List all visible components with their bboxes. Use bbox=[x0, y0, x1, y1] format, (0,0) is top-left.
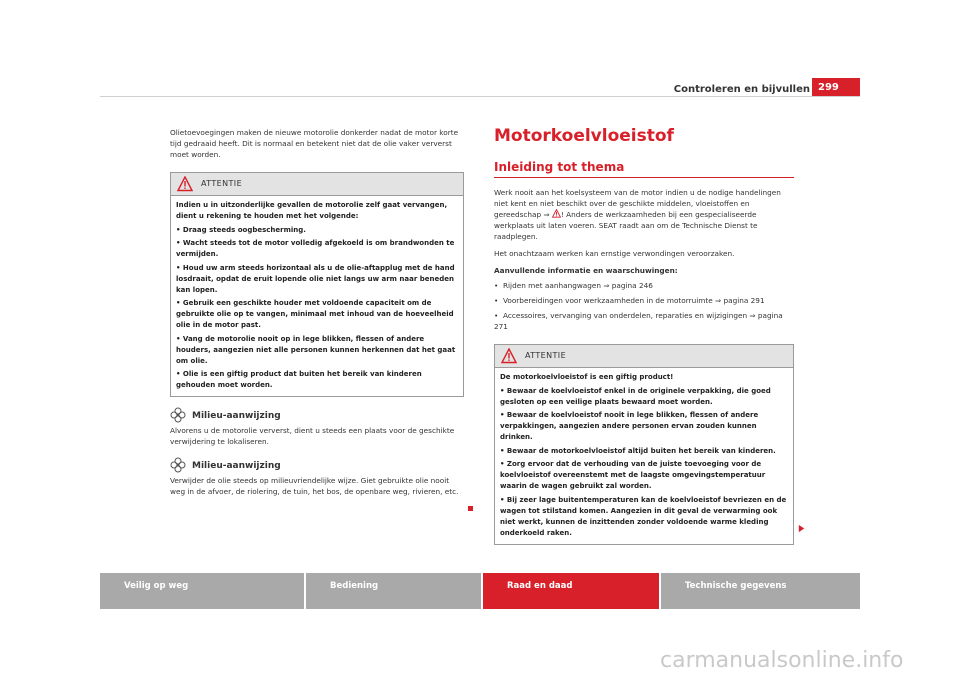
warning-header bbox=[171, 173, 463, 196]
warning-box-coolant bbox=[494, 344, 794, 545]
section-title: Motorkoelvloeistof bbox=[494, 126, 674, 146]
nav-tab-bediening[interactable]: Bediening bbox=[306, 573, 481, 609]
warning-item: • Bewaar de motorkoelvloeistof altijd buiten het bereik van kinderen. bbox=[500, 446, 776, 455]
warning-item: • Olie is een giftig product dat buiten het bereik van kinderen gehouden moet worden. bbox=[176, 370, 422, 389]
env-note-1 bbox=[170, 407, 464, 447]
nav-tab-technische-gegevens[interactable]: Technische gegevens bbox=[661, 573, 860, 609]
env-note-text: Alvorens u de motorolie ververst, dient u steeds een plaats voor de geschikte verwijdering te lokaliseren. bbox=[170, 426, 455, 446]
warning-intro: Indien u in uitzonderlijke gevallen de motorolie zelf gaat vervangen, dient u rekening te houden met het volgende: bbox=[176, 201, 448, 220]
info-heading: Aanvullende informatie en waarschuwingen: bbox=[494, 266, 678, 275]
environment-flower-icon bbox=[170, 407, 186, 423]
env-note-title: Milieu-aanwijzing bbox=[192, 411, 281, 421]
subtitle-underline bbox=[494, 177, 794, 178]
warning-item: • Gebruik een geschikte houder met voldoende capaciteit om de gebruikte olie op te vangen, minimaal met inhoud van de hoeveelheid olie in de motor past. bbox=[176, 299, 454, 329]
warning-box-oil bbox=[170, 172, 464, 397]
page-number: 299 bbox=[812, 78, 860, 97]
left-column bbox=[170, 127, 464, 497]
warning-item: • Zorg ervoor dat de verhouding van de juiste toevoeging voor de koelvloeistof overeenstemt met de laagste omgevingstemperatuur waarin de wagen gebruikt zal worden. bbox=[500, 460, 766, 490]
warning-header bbox=[495, 345, 793, 368]
warning-item: • Bewaar de koelvloeistof enkel in de originele verpakking, die goed gesloten op een veilige plaats bewaard moet worden. bbox=[500, 386, 771, 406]
nav-tab-raad-en-daad[interactable]: Raad en daad bbox=[483, 573, 659, 609]
section-end-marker bbox=[468, 506, 473, 511]
warning-item: • Bewaar de koelvloeistof nooit in lege blikken, flessen of andere verpakkingen, aangezien andere personen ervan zouden kunnen drinken. bbox=[500, 411, 759, 441]
warning-item: • Draag steeds oogbescherming. bbox=[176, 225, 306, 234]
nav-tab-veilig-op-weg[interactable]: Veilig op weg bbox=[100, 573, 304, 609]
warning-triangle-icon bbox=[552, 209, 561, 218]
continue-arrow-icon bbox=[797, 524, 806, 533]
warning-item: • Wacht steeds tot de motor volledig afgekoeld is om brandwonden te vermijden. bbox=[176, 239, 455, 258]
intro-paragraph: Olietoevoegingen maken de nieuwe motorolie donkerder nadat de motor korte tijd gedraaid heeft. Dit is normaal en betekent niet dat de olie vaker ververst moet worden. bbox=[170, 128, 459, 159]
info-item: • Rijden met aanhangwagen ⇒ pagina 246 bbox=[494, 281, 653, 290]
env-note-text: Verwijder de olie steeds op milieuvriendelijke wijze. Giet gebruikte olie nooit weg in de afvoer, de riolering, de tuin, het bos, de openbare weg, rivieren, etc. bbox=[170, 476, 459, 496]
reference-arrow: ⇒ bbox=[543, 210, 550, 219]
warning-triangle-icon bbox=[501, 348, 517, 364]
warning-body bbox=[171, 196, 463, 396]
coolant-paragraph-1: Werk nooit aan het koelsysteem van de motor indien u de nodige handelingen niet kent en niet beschikt over de geschikte middelen, vloeistoffen en gereedschap ⇒ ! Anders de werkzaamheden bij een gespecialiseerde werkplaats uit laten voeren. SEAT raadt aan om de Technische Dienst te raadplegen. bbox=[494, 188, 781, 241]
warning-intro: De motorkoelvloeistof is een giftig product! bbox=[500, 373, 674, 381]
warning-body bbox=[495, 368, 793, 544]
info-item: • Accessoires, vervanging van onderdelen, reparaties en wijzigingen ⇒ pagina 271 bbox=[494, 311, 783, 331]
warning-item: • Vang de motorolie nooit op in lege blikken, flessen of andere houders, aangezien niet alle personen kunnen herkennen dat het gaat om olie. bbox=[176, 334, 456, 365]
env-note-title: Milieu-aanwijzing bbox=[192, 461, 281, 471]
warning-triangle-icon bbox=[177, 176, 193, 192]
warning-title: ATTENTIE bbox=[525, 351, 567, 360]
section-subtitle: Inleiding tot thema bbox=[494, 160, 625, 174]
coolant-paragraph-2: Het onachtzaam werken kan ernstige verwondingen veroorzaken. bbox=[494, 249, 735, 258]
warning-item: • Bij zeer lage buitentemperaturen kan de koelvloeistof bevriezen en de wagen tot stilstand komen. Aangezien in dit geval de verwarming ook niet werkt, kunnen de inzittenden zonder voldoende warme kleding onderkoeld raken. bbox=[500, 495, 787, 537]
env-note-2 bbox=[170, 457, 464, 497]
warning-item: • Houd uw arm steeds horizontaal als u de olie-aftapplug met de hand losdraait, opdat de eruit lopende olie niet langs uw arm naar beneden kan lopen. bbox=[176, 263, 455, 294]
watermark: carmanualsonline.info bbox=[660, 648, 904, 673]
environment-flower-icon bbox=[170, 457, 186, 473]
right-column bbox=[494, 187, 794, 545]
info-item: • Voorbereidingen voor werkzaamheden in de motorruimte ⇒ pagina 291 bbox=[494, 296, 765, 305]
warning-title: ATTENTIE bbox=[201, 179, 243, 188]
header-divider bbox=[100, 96, 860, 97]
page-header-title: Controleren en bijvullen bbox=[673, 84, 810, 95]
